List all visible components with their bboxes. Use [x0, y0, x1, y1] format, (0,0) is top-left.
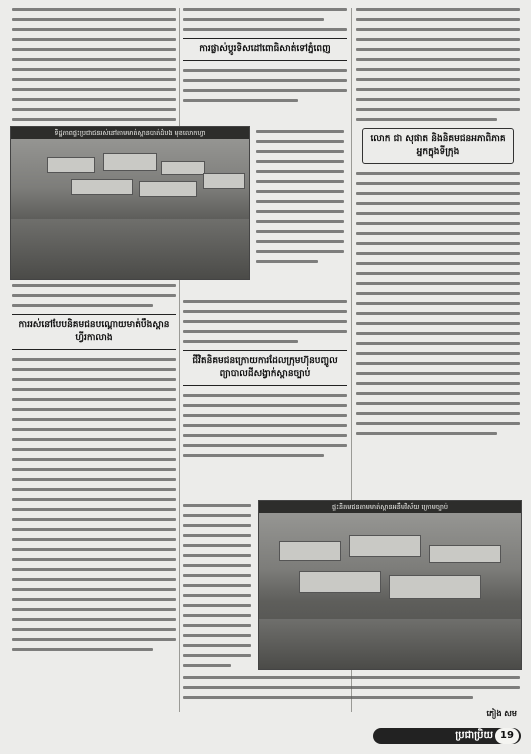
- column-middle: [183, 8, 347, 109]
- article-text-block: [12, 8, 176, 141]
- page-number: 19: [495, 728, 519, 744]
- column-right: [356, 8, 520, 442]
- article-text-block: [183, 300, 347, 343]
- section-heading: ការផ្លាស់ប្តូរទិសដៅពោធិសាត់ទៅភ្នំពេញ: [183, 38, 347, 61]
- article-text-block: [256, 130, 344, 270]
- section-heading: ជីវិតនិគមជនក្រោយការដែលក្រុមហ៊ុនបញ្ចូលព្យាបាលដីសង្វាក់ស្ពានច្បាប់: [183, 350, 347, 386]
- article-text-block: [183, 676, 520, 706]
- section-heading: លោក ជា សុផាត និងនិគមជនអភាពិភាគអ្នកក្នុងទីក្រុង: [362, 128, 514, 164]
- article-text-block: [356, 172, 520, 435]
- magazine-name: ប្រជាប្រិយ: [455, 730, 493, 741]
- page-footer: [0, 709, 531, 754]
- column-divider: [179, 8, 180, 712]
- column-middle-lower: [183, 300, 347, 464]
- photo-riverside-settlement: [258, 500, 522, 670]
- article-text-block: [183, 504, 251, 674]
- article-text-block: [183, 69, 347, 102]
- article-text-block: [356, 8, 520, 121]
- photo-river-houses: [10, 126, 250, 280]
- photo-caption: ទិដ្ឋភាពផ្ទះប្រជាជនរស់នៅតាមមាត់ស្ពានបាត់ដំបង មុខលោកហ្វា: [11, 127, 249, 139]
- article-text-block: [183, 8, 347, 31]
- article-text-block: [12, 284, 176, 307]
- section-heading: ការរស់នៅបែបនិគមជនបណ្ដោយមាត់បឹងស្ពានហ្វីរកាលាង: [12, 314, 176, 350]
- article-text-block: [12, 358, 176, 651]
- photo-caption: ផ្ទះនិគមជនតាមមាត់ស្ពានអនឹមវិស័យ ក្រោមច្បាប់: [259, 501, 521, 513]
- article-text-block: [183, 394, 347, 457]
- author-name: ភៀង សម: [486, 709, 517, 718]
- column-left-lower: [12, 284, 176, 658]
